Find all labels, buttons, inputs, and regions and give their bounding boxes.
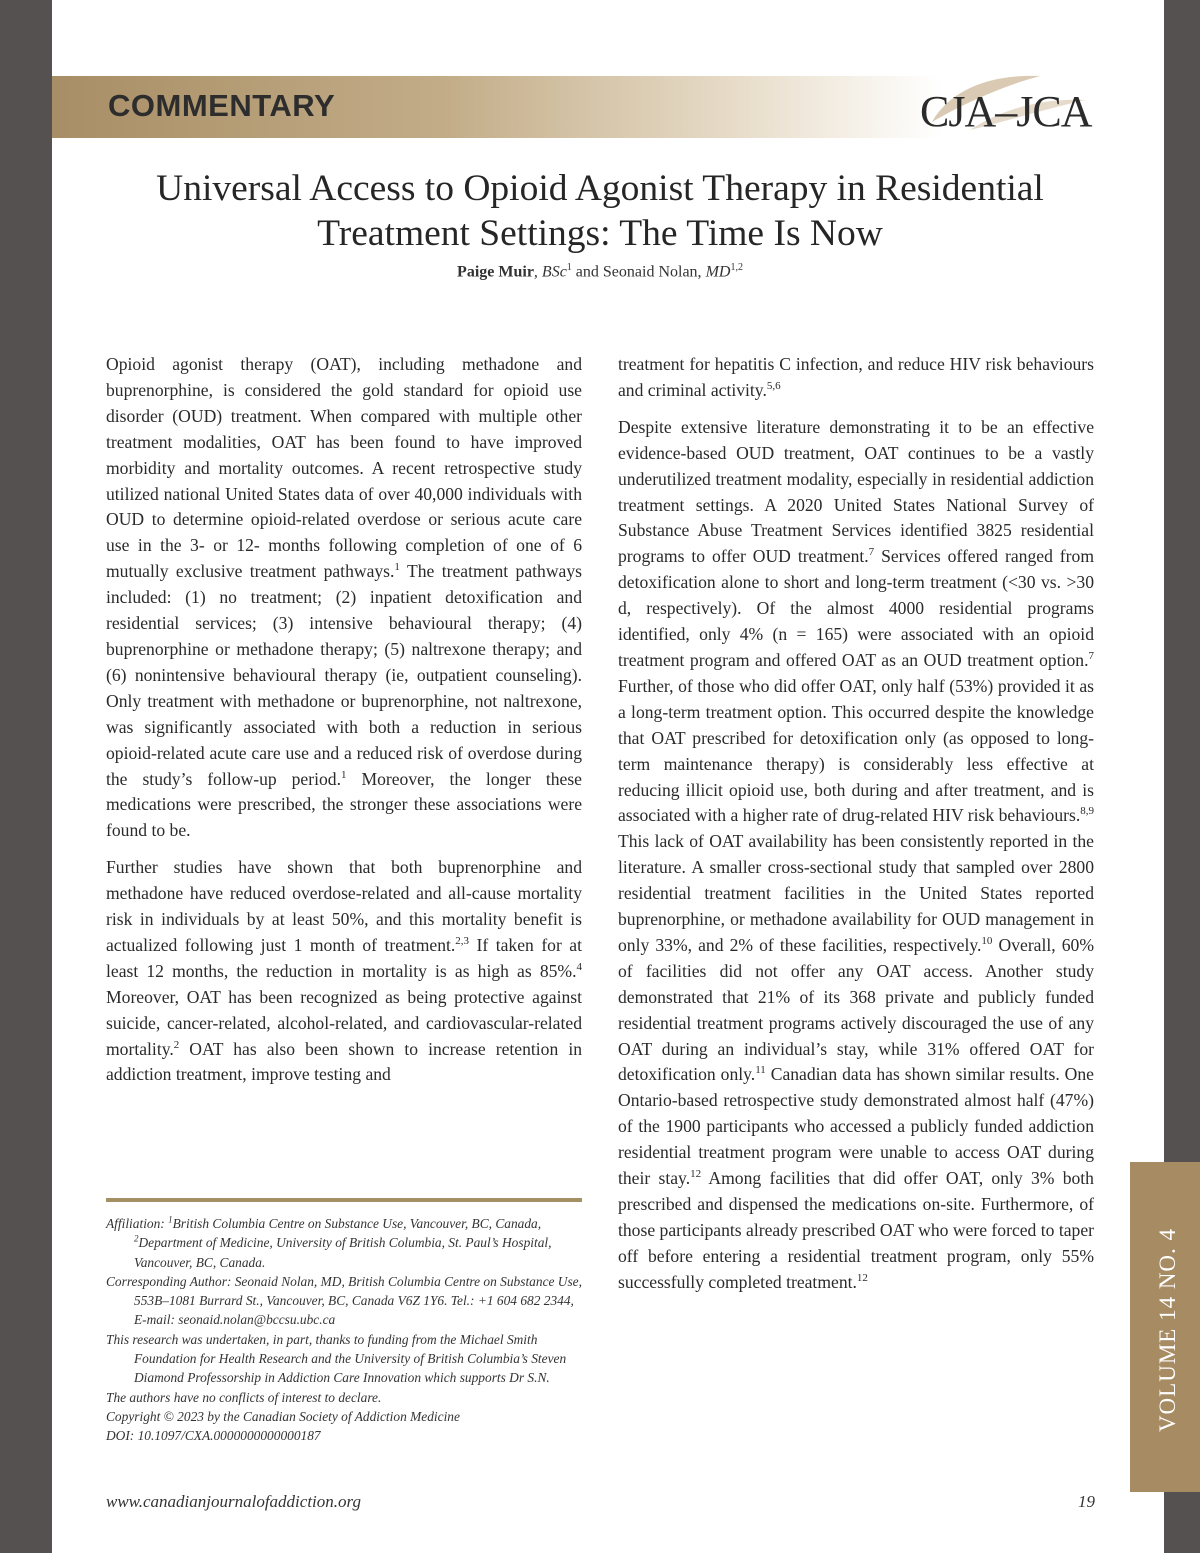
paragraph: Opioid agonist therapy (OAT), including methadone and buprenorphine, is considered the gold standard for opioid use disorder (OUD) treatment. When compared with multiple other treatment modalities, OAT has been found to have improved morbidity and mortality outcomes. A recent retrospective study utilized national United States data of over 40,000 individuals with OUD to determine opioid-related overdose or serious acute care use in the 3- or 12- months following completion of one of 6 mutually exclusive treatment pathways.$^1$ The treatment pathways included: (1) no treatment; (2) inpatient detoxification and residential services; (3) intensive behavioural therapy; (4) buprenorphine or methadone therapy; (5) naltrexone therapy; and (6) nonintensive behavioural therapy (ie, outpatient counseling). Only treatment with methadone or buprenorphine, not naltrexone, was significantly associated with both a reduction in serious opioid-related acute care use and a reduced risk of overdose during the study’s follow-up period.$^1$ Moreover, the longer these medications were prescribed, the stronger these associations were found to be. — [106, 354, 582, 841]
citation: 7 — [1088, 650, 1094, 663]
citation: 1 — [340, 768, 347, 781]
author-2-name: Seonaid Nolan, — [602, 263, 702, 281]
article-title — [90, 166, 1110, 256]
author-2-degree: MD — [705, 263, 731, 281]
title-line-2: Treatment Settings: The Time Is Now — [317, 213, 883, 254]
author-1-degree: BSc — [541, 263, 567, 281]
citation: 12 — [856, 1271, 868, 1284]
author-1-affiliation: 1 — [566, 262, 572, 273]
affiliation: Affiliation: $^1$British Columbia Centre on Substance Use, Vancouver, BC, Canada, $^2$Department of Medicine, University of British Columbia, St. Paul’s Hospital, Vancouver, BC, Canada. — [106, 1214, 552, 1270]
citation: 12 — [690, 1168, 702, 1181]
citation: 2,3 — [455, 935, 470, 948]
paragraph: Further studies have shown that both buprenorphine and methadone have reduced overdose-related and all-cause mortality risk in individuals by at least 50%, and this mortality benefit is actualized following just 1 month of treatment.$^{2,3}$ If taken for at least 12 months, the reduction in mortality is as high as 85%.$^4$ Moreover, OAT has been recognized as being protective against suicide, cancer-related, alcohol-related, and cardiovascular-related mortality.$^2$ OAT has also been shown to increase retention in addiction treatment, improve testing and — [106, 857, 583, 1085]
journal-url[interactable]: www.canadianjournalofaddiction.org — [106, 1492, 362, 1511]
citation: 4 — [576, 960, 582, 973]
left-page-edge — [0, 0, 52, 1553]
affiliation-divider — [106, 1198, 582, 1202]
citation: 7 — [868, 546, 875, 559]
corresponding-author: Corresponding Author: Seonaid Nolan, MD, British Columbia Centre on Substance Use, 553B–1081 Burrard St., Vancouver, BC, Canada V6Z 1Y6. Tel.: +1 604 682 2344, E-mail: seonaid.nolan@bccsu.ubc.ca — [106, 1273, 582, 1328]
citation: 11 — [755, 1064, 766, 1077]
author-2-affiliation: 1,2 — [730, 262, 743, 273]
paragraph: treatment for hepatitis C infection, and reduce HIV risk behaviours and criminal activity.$^{5,6}$ — [618, 354, 1094, 400]
author-1-name: Paige Muir — [457, 263, 534, 281]
paragraph: Despite extensive literature demonstrating it to be an effective evidence-based OUD treatment, OAT continues to be a vastly underutilized treatment modality, especially in residential addiction treatment settings. A 2020 United States National Survey of Substance Abuse Treatment Services identified 3825 residential programs to offer OUD treatment.$^7$ Services offered ranged from detoxification alone to short and long-term treatment (<30 vs. >30 d, respectively). Of the almost 4000 residential programs identified, only 4% (n = 165) were associated with an opioid treatment program and offered OAT as an OUD treatment option.$^7$ Further, of those who did offer OAT, only half (53%) provided it as a long-term treatment option. This occurred despite the knowledge that OAT prescribed for detoxification only (as opposed to long-term maintenance therapy) is considerably less effective at reducing illicit opioid use, both during and after treatment, and is associated with a higher rate of drug-related HIV risk behaviours.$^{8,9}$ This lack of OAT availability has been consistently reported in the literature. A smaller cross-sectional study that sampled over 2800 residential treatment facilities in the United States reported buprenorphine, or methadone availability for OUD management in only 33%, and 2% of these facilities, respectively.$^{10}$ Overall, 60% of facilities did not offer any OAT access. Another study demonstrated that 21% of its 368 private and publicly funded residential treatment programs actively discouraged the use of any OAT during an individual’s stay, while 31% offered OAT for detoxification only.$^{11}$ Canadian data has shown similar results. One Ontario-based retrospective study demonstrated almost half (47%) of the 1900 participants who accessed a publicly funded addiction residential treatment program were unable to access OAT during their stay.$^{12}$ Among facilities that did offer OAT, only 3% both prescribed and dispensed the medications on-site. Furthermore, of those participants already prescribed OAT who were forced to taper off before entering a residential treatment program, only 55% successfully completed treatment.$^{12}$ — [618, 416, 1094, 1292]
citation: 10 — [981, 935, 993, 948]
journal-logo — [910, 70, 1100, 140]
conflicts-note: The authors have no conflicts of interest to declare. — [106, 1389, 382, 1405]
page-number: 19 — [1078, 1492, 1095, 1511]
author-join: and — [571, 263, 603, 281]
logo-text: CJA–JCA — [920, 87, 1092, 136]
copyright-note: Copyright © 2023 by the Canadian Society of Addiction Medicine — [106, 1408, 460, 1424]
affiliations-block — [106, 1214, 582, 1446]
citation: 8,9 — [1080, 805, 1094, 818]
left-column — [106, 352, 582, 1099]
section-label: COMMENTARY — [108, 88, 336, 123]
citation: 2 — [173, 1038, 180, 1051]
citation: 5,6 — [766, 380, 781, 393]
volume-label: VOLUME 14 NO. 4 — [1155, 1227, 1180, 1433]
funding-note: This research was undertaken, in part, thanks to funding from the Michael Smith Foundation for Health Research and the University of British Columbia’s Steven Diamond Professorship in Addiction Care Innovation which supports Dr S.N. — [106, 1331, 567, 1386]
author-line: Paige Muir, BSc$^1$ and Seonaid Nolan, MD$^{1,2}$ — [457, 262, 743, 281]
doi: DOI: 10.1097/CXA.0000000000000187 — [106, 1428, 321, 1444]
citation: 1 — [394, 561, 400, 574]
title-line-1: Universal Access to Opioid Agonist Therapy in Residential — [156, 168, 1044, 209]
right-column — [618, 352, 1094, 1307]
